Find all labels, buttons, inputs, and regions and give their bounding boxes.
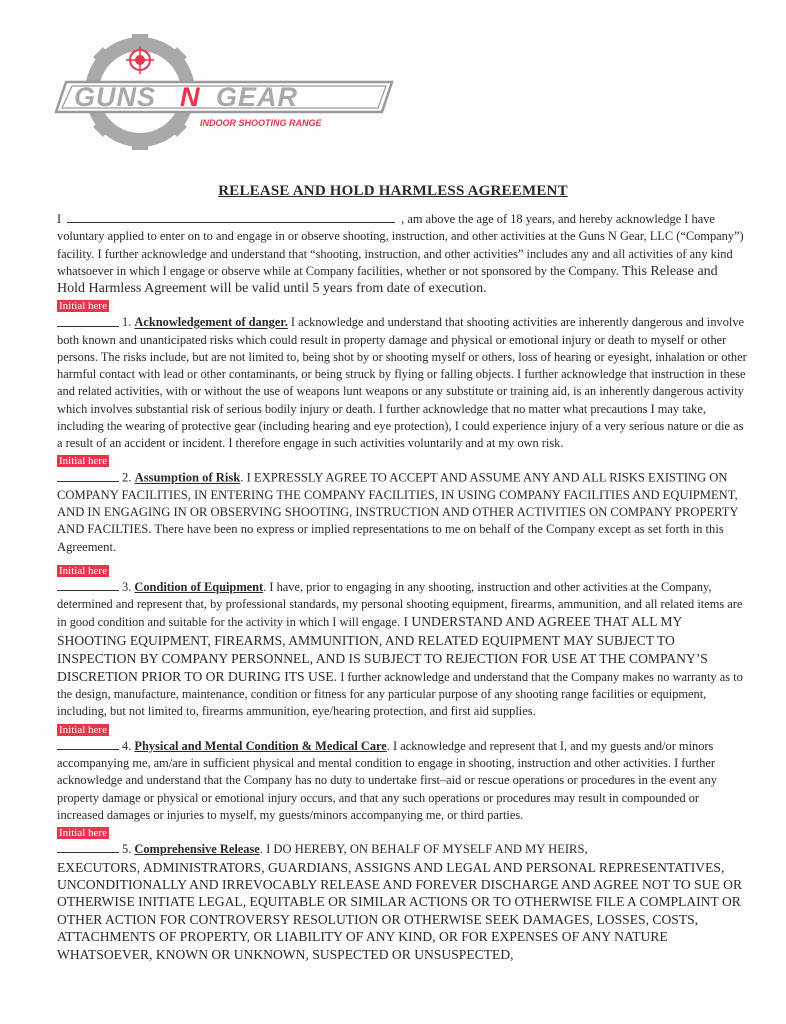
- section-heading: Acknowledgement of danger.: [134, 315, 288, 330]
- initial-label: Initial here: [59, 300, 107, 313]
- document-title: RELEASE AND HOLD HARMLESS AGREEMENT: [218, 183, 568, 199]
- initial-label: Initial here: [59, 827, 107, 840]
- intro-paragraph: [57, 211, 747, 297]
- section-text: . I DO HEREBY, ON BEHALF OF MYSELF AND MY HEIRS,: [259, 842, 588, 857]
- section-number: 3.: [122, 580, 132, 595]
- agreement-body: [57, 211, 747, 963]
- initial-field-4[interactable]: [57, 738, 119, 750]
- section-text: . I have, prior to engaging in any shooting, instruction and other activities at the Company, determined and represent that, by professional standards, my personal shooting equipment, firearms, ammunition, and all related items are in good condition and suitable for the activity in which I will engage.: [57, 580, 743, 630]
- initial-field-5[interactable]: [57, 841, 119, 853]
- section-heading: Comprehensive Release: [134, 842, 260, 857]
- section-text: I acknowledge and understand that shooting activities are inherently dangerous and involve both known and unanticipated risks which could result in property damage and physical or emotional injury or death to myself or other persons. The risks include, but are not limited to, being shot by or shooting myself or others, loss of hearing or eyesight, inhalation or other harmful contact with lead or other contaminants, or being struck by flying or falling objects. I further acknowledge that instruction in these and related activities, with or without the use of weapons lunt weapons or any substitute or training aid, is an inherently dangerous activity which involves substantial risk of serious bodily injury or death. I further acknowledge that no matter what precautions I may take, including the wearing of protective gear (including hearing and eye protection), I could experience injury of a very serious nature or die as a result of an accident or incident. I therefore engage in such activities voluntarily and at my own risk.: [57, 315, 747, 450]
- section-heading: Physical and Mental Condition & Medical Care: [134, 739, 387, 754]
- initial-label: Initial here: [59, 564, 107, 577]
- section-heading: Condition of Equipment: [134, 580, 264, 595]
- section-5-continued: EXECUTORS, ADMINISTRATORS, GUARDIANS, ASSIGNS AND LEGAL AND PERSONAL REPRESENTATIVES, UNCONDITIONALLY AND IRREVOCABLY RELEASE AND FOREVER DISCHARGE AND AGREE NOT TO SUE OR OTHERWISE INITIATE LEGAL, EQUITABLE OR SIMILAR ACTIONS OR TO OTHERWISE FILE A COMPLAINT OR OTHER ACTION FOR CONTROVERSY RESOLUTION OR OTHERWISE SEEK DAMAGES, LOSSES, COSTS, ATTACHMENTS OF PROPERTY, OR LIABILITY OF ANY KIND, OR FOR EXPENSES OF ANY NATURE WHATSOEVER, KNOWN OR UNKNOWN, SUSPECTED OR UNSUSPECTED,: [57, 859, 743, 962]
- intro-text: , am above the age of 18 years, and hereby acknowledge I have voluntary applied to enter on to and engage in or observe shooting, instruction, and other activities at the Guns N Gear, LLC (“Company”) facility. I further acknowledge and understand that “shooting, instruction, and other activities” includes any and all activities of any kind whatsoever in which I engage or observe while at Company facilities, whether or not sponsored by the Company.: [57, 212, 744, 278]
- logo-n-text: N: [180, 82, 200, 112]
- initial-label: Initial here: [59, 455, 107, 468]
- section-number: 1.: [122, 315, 132, 330]
- section-text-continued: I further acknowledge and understand that the Company makes no warranty as to the design, manufacture, maintenance, condition or fitness for any particular purpose of any shooting range facilities or equipment, including, but not limited to, firearms ammunition, eye/hearing protection, and first aid supplies.: [57, 670, 743, 719]
- name-field[interactable]: [67, 211, 395, 223]
- section-heading: Assumption of Risk: [134, 470, 241, 485]
- section-text: . I acknowledge and represent that I, and my guests and/or minors accompanying me, am/are in sufficient physical and mental condition to engage in shooting, instruction and other activities. I further acknowledge and understand that the Company has no duty to undertake first–aid or rescue operations or procedures in the event any property damage or physical or emotional injury occurs, and that any such operations or procedures may result in compounded or increased damages or injuries to myself, my guests/minors accompanying me, or third parties.: [57, 739, 717, 822]
- section-5: [57, 841, 747, 858]
- section-2: [57, 469, 747, 555]
- initial-label: Initial here: [59, 723, 107, 736]
- guns-n-gear-logo: [52, 34, 402, 156]
- initial-field-2[interactable]: [57, 469, 119, 481]
- intro-prefix: I: [57, 212, 62, 227]
- logo-brand-text: GUNS: [74, 82, 157, 112]
- section-number: 4.: [122, 739, 132, 754]
- section-text: . I EXPRESSLY AGREE TO ACCEPT AND ASSUME ANY AND ALL RISKS EXISTING ON COMPANY FACILITIES, IN ENTERING THE COMPANY FACILITIES, IN USING COMPANY FACILITIES AND EQUIPMENT, AND IN ENGAGING IN OR OBSERVING SHOOTING, INSTRUCTION AND OTHER ACTIVITIES ON COMPANY PROPERTY AND FACILTIES. There have been no express or implied representations to me on behalf of the Company except as set forth in this Agreement.: [57, 470, 739, 554]
- section-3: [57, 579, 747, 721]
- section-number: 5.: [122, 842, 132, 857]
- intro-validity: This Release and Hold Harmless Agreement will be valid until 5 years from date of execution.: [57, 263, 718, 296]
- section-4: [57, 738, 747, 824]
- section-number: 2.: [122, 470, 132, 485]
- initial-field-3[interactable]: [57, 579, 119, 591]
- section-caps-text: I UNDERSTAND AND AGREEE THAT ALL MY SHOOTING EQUIPMENT, FIREARMS, AMMUNITION, AND RELATED EQUIPMENT MAY SUBJECT TO INSPECTION BY COMPANY PERSONNEL, AND IS SUBJECT TO REJECTION FOR USE AT THE COMPANY’S DISCRETION PRIOR TO OR DURING ITS USE.: [57, 614, 708, 685]
- logo-gear-text: GEAR: [216, 82, 299, 112]
- section-1: [57, 314, 747, 452]
- initial-field-1[interactable]: [57, 314, 119, 326]
- logo-tagline: INDOOR SHOOTING RANGE: [200, 118, 322, 128]
